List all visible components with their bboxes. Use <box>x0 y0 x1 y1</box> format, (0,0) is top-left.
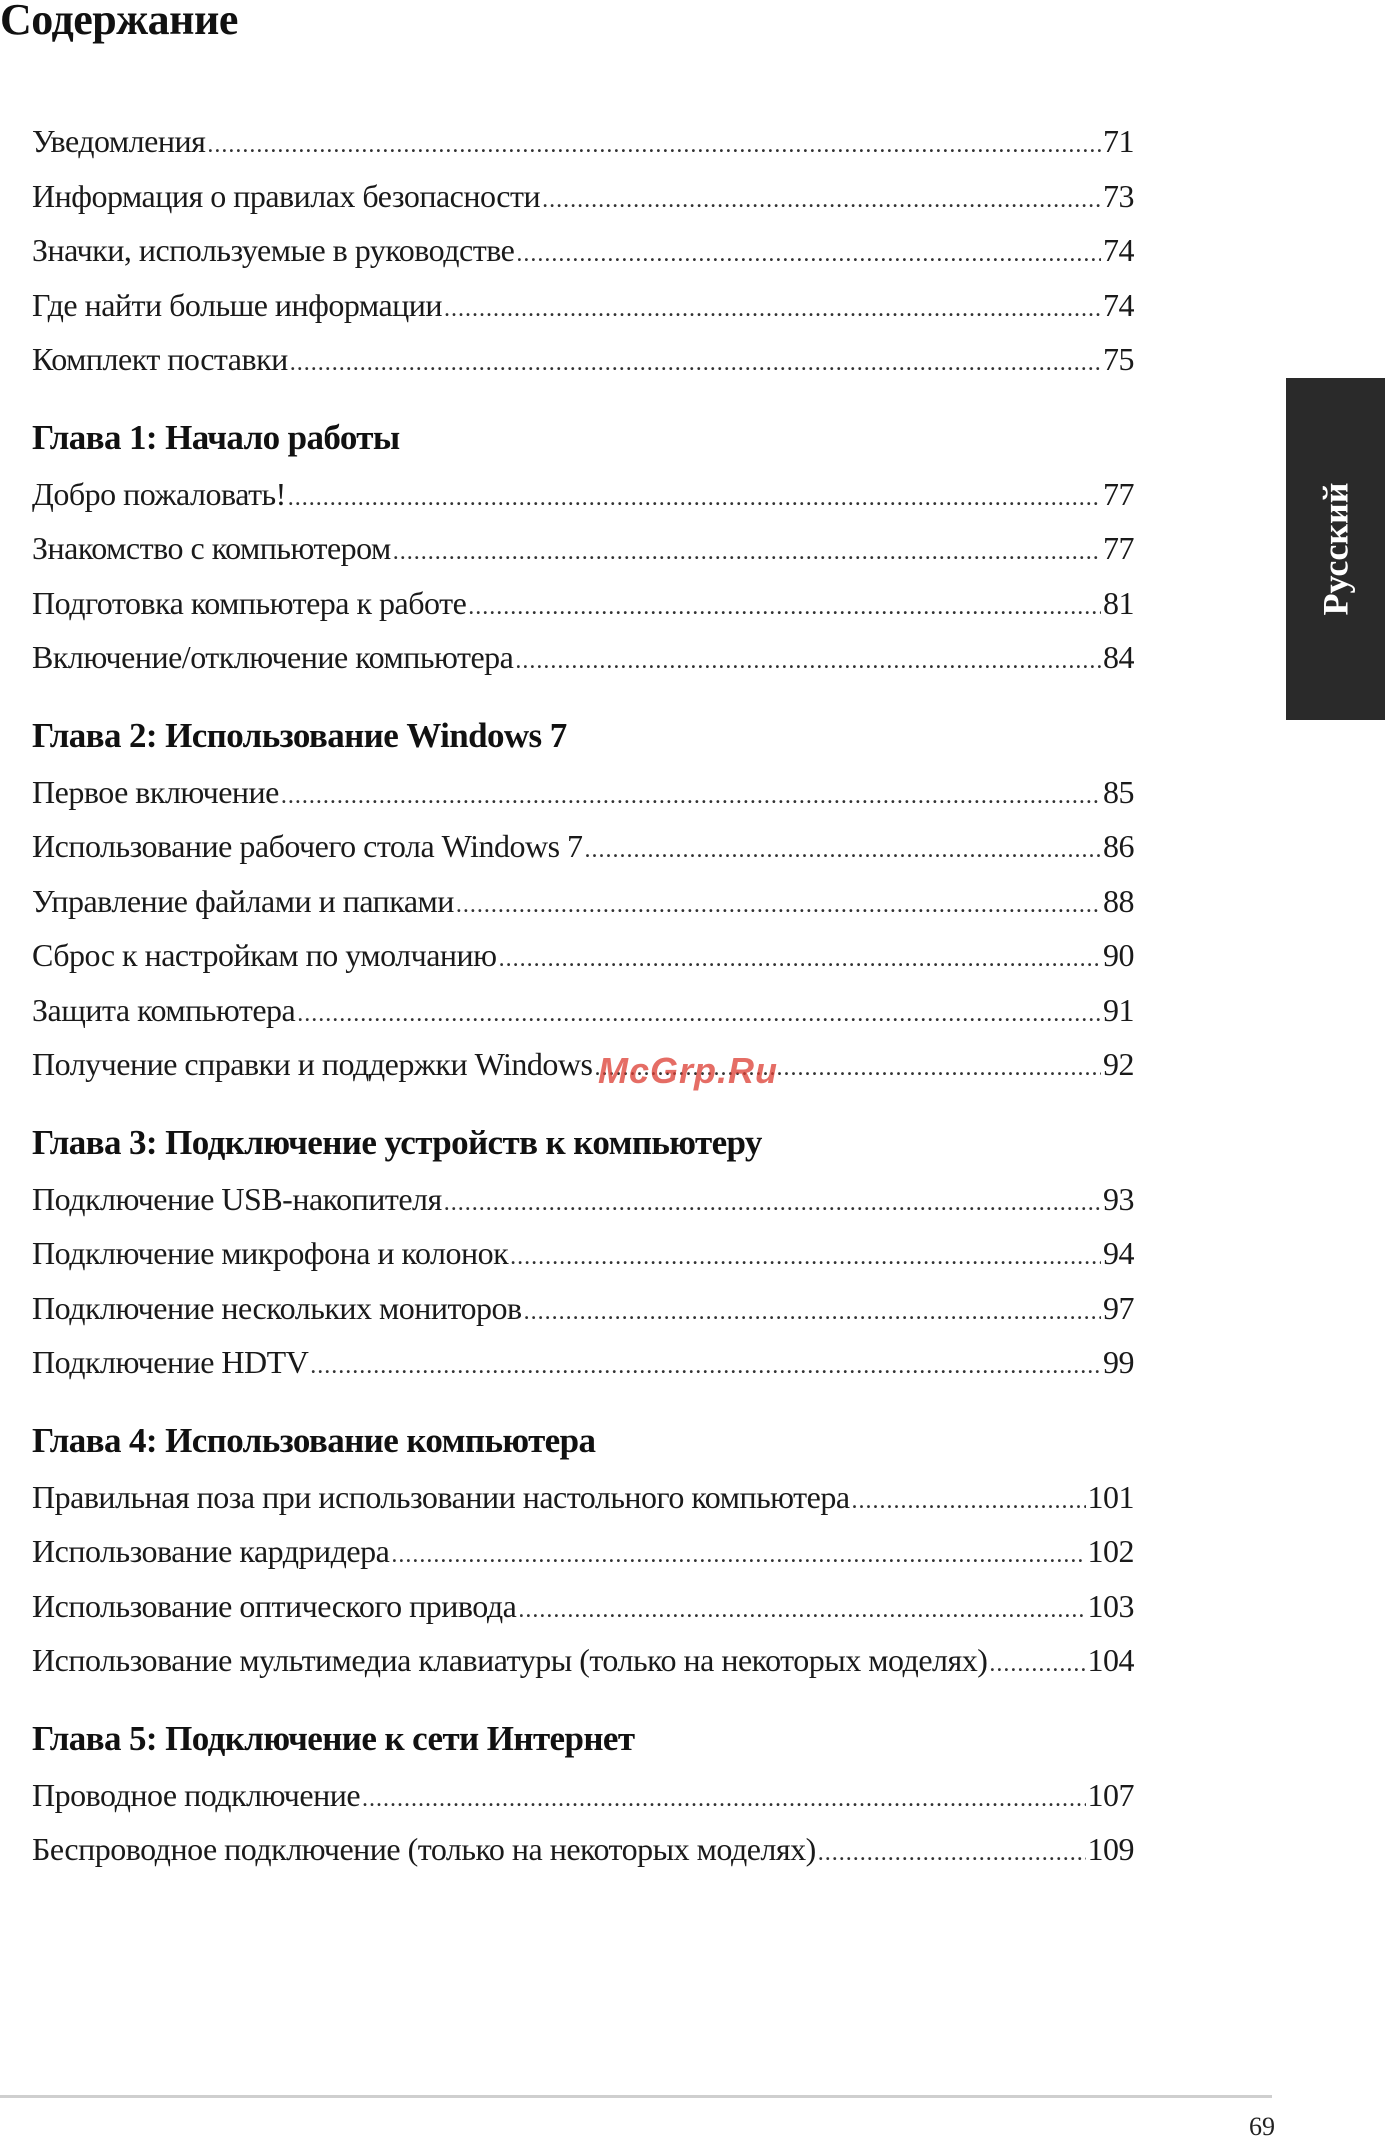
chapter-heading[interactable]: Глава 1: Начало работы <box>32 417 400 457</box>
footer-divider <box>0 2095 1272 2098</box>
chapter-heading[interactable]: Глава 2: Использование Windows 7 <box>32 715 567 755</box>
page-title: Содержание <box>0 0 238 44</box>
toc-entry[interactable] <box>32 1822 1134 1877</box>
dot-leader <box>818 1822 1086 1881</box>
toc-entry[interactable] <box>32 1633 1134 1688</box>
toc-entry-page: 74 <box>1103 232 1134 268</box>
language-tab-label: Русский <box>1315 482 1356 616</box>
toc-entry[interactable] <box>32 1037 1134 1092</box>
toc-entry-page: 73 <box>1103 177 1134 214</box>
toc-section-chapter-1 <box>32 409 1134 685</box>
toc-entry-page: 84 <box>1103 639 1134 675</box>
dot-leader <box>852 1470 1086 1529</box>
toc-entry-page: 71 <box>1103 123 1134 159</box>
toc-entry-title: Уведомления <box>32 123 206 159</box>
dot-leader <box>516 223 1101 282</box>
toc-entry-title: Значки, используемые в руководстве <box>32 232 515 268</box>
toc-entry-page: 90 <box>1103 937 1134 973</box>
toc-entry-page: 93 <box>1103 1180 1134 1217</box>
dot-leader <box>393 521 1101 580</box>
toc-entry-title: Добро пожаловать! <box>32 475 286 512</box>
toc-entry[interactable] <box>32 114 1134 169</box>
dot-leader <box>444 1172 1101 1231</box>
toc-entry-page: 94 <box>1103 1235 1134 1271</box>
watermark: McGrp.Ru <box>598 1050 779 1091</box>
dot-leader <box>456 874 1101 933</box>
toc-section-chapter-3 <box>32 1114 1134 1390</box>
toc-entry[interactable] <box>32 1281 1134 1336</box>
toc-entry-page: 102 <box>1087 1533 1134 1569</box>
toc-entry[interactable] <box>32 874 1134 929</box>
toc-entry[interactable] <box>32 576 1134 631</box>
toc-entry[interactable] <box>32 169 1134 224</box>
toc-entry[interactable] <box>32 819 1134 874</box>
toc-entry-title: Защита компьютера <box>32 991 296 1028</box>
toc-entry-title: Правильная поза при использовании настольного компьютера <box>32 1478 850 1515</box>
toc-entry[interactable] <box>32 1172 1134 1227</box>
toc-entry-title: Подготовка компьютера к работе <box>32 584 467 621</box>
toc-entry-page: 99 <box>1103 1344 1134 1380</box>
toc-entry[interactable] <box>32 1524 1134 1579</box>
toc-entry[interactable] <box>32 765 1134 820</box>
toc-entry[interactable] <box>32 928 1134 983</box>
toc-entry[interactable] <box>32 1768 1134 1823</box>
toc-entry-title: Информация о правилах безопасности <box>32 177 541 214</box>
toc-section-intro <box>32 114 1134 387</box>
toc-entry-title: Подключение микрофона и колонок <box>32 1235 509 1271</box>
chapter-heading[interactable]: Глава 4: Использование компьютера <box>32 1420 596 1460</box>
toc-entry-title: Получение справки и поддержки Windows <box>32 1046 593 1082</box>
toc-section-chapter-5 <box>32 1710 1134 1877</box>
toc-entry-title: Подключение нескольких мониторов <box>32 1289 522 1326</box>
toc-entry-title: Подключение USB-накопителя <box>32 1180 442 1217</box>
dot-leader <box>515 630 1101 689</box>
page-number: 69 <box>1249 2112 1275 2141</box>
toc-entry-title: Включение/отключение компьютера <box>32 639 514 675</box>
toc-entry[interactable] <box>32 223 1134 278</box>
toc-entry[interactable] <box>32 983 1134 1038</box>
toc-entry-title: Подключение HDTV <box>32 1344 309 1380</box>
toc-entry-title: Использование рабочего стола Windows 7 <box>32 828 583 864</box>
toc-entry[interactable] <box>32 521 1134 576</box>
toc-entry-title: Комплект поставки <box>32 341 288 377</box>
dot-leader <box>391 1524 1085 1583</box>
dot-leader <box>281 765 1101 824</box>
chapter-heading[interactable]: Глава 3: Подключение устройств к компьютеру <box>32 1122 762 1162</box>
toc-entry-page: 81 <box>1103 584 1134 621</box>
toc-entry-page: 88 <box>1103 882 1134 919</box>
dot-leader <box>362 1768 1085 1827</box>
toc-entry-page: 77 <box>1103 475 1134 512</box>
table-of-contents <box>32 114 1134 1877</box>
dot-leader <box>585 819 1101 878</box>
dot-leader <box>510 1226 1101 1285</box>
toc-entry-title: Использование кардридера <box>32 1533 390 1569</box>
dot-leader <box>207 114 1101 173</box>
dot-leader <box>310 1335 1101 1394</box>
toc-entry-page: 74 <box>1103 286 1134 323</box>
toc-entry[interactable] <box>32 630 1134 685</box>
toc-section-chapter-2 <box>32 707 1134 1092</box>
toc-entry-page: 101 <box>1087 1478 1134 1515</box>
toc-entry-title: Управление файлами и папками <box>32 882 454 919</box>
toc-entry[interactable] <box>32 1470 1134 1525</box>
dot-leader <box>290 332 1101 391</box>
toc-entry-title: Первое включение <box>32 773 279 810</box>
toc-entry[interactable] <box>32 332 1134 387</box>
toc-entry-page: 103 <box>1087 1587 1134 1624</box>
chapter-heading[interactable]: Глава 5: Подключение к сети Интернет <box>32 1718 635 1758</box>
toc-entry-page: 75 <box>1103 341 1134 377</box>
toc-entry-page: 104 <box>1087 1642 1134 1678</box>
language-side-tab <box>1286 378 1385 720</box>
toc-entry-title: Знакомство с компьютером <box>32 530 391 566</box>
toc-entry-page: 85 <box>1103 773 1134 810</box>
toc-section-chapter-4 <box>32 1412 1134 1688</box>
toc-entry[interactable] <box>32 1226 1134 1281</box>
toc-entry-title: Сброс к настройкам по умолчанию <box>32 937 497 973</box>
toc-entry-page: 77 <box>1103 530 1134 566</box>
toc-entry-page: 97 <box>1103 1289 1134 1326</box>
toc-entry[interactable] <box>32 1579 1134 1634</box>
toc-entry-title: Беспроводное подключение (только на некоторых моделях) <box>32 1831 816 1867</box>
dot-leader <box>524 1281 1101 1340</box>
toc-entry-title: Проводное подключение <box>32 1776 361 1813</box>
dot-leader <box>468 576 1101 635</box>
toc-entry[interactable] <box>32 278 1134 333</box>
toc-entry-page: 92 <box>1103 1046 1134 1082</box>
toc-entry-page: 107 <box>1087 1776 1134 1813</box>
dot-leader <box>989 1633 1085 1692</box>
toc-entry[interactable] <box>32 467 1134 522</box>
dot-leader <box>542 169 1101 228</box>
toc-entry-page: 109 <box>1087 1831 1134 1867</box>
toc-entry-title: Использование мультимедиа клавиатуры (только на некоторых моделях) <box>32 1642 988 1678</box>
toc-entry-title: Использование оптического привода <box>32 1587 517 1624</box>
toc-entry[interactable] <box>32 1335 1134 1390</box>
toc-entry-page: 86 <box>1103 828 1134 864</box>
dot-leader <box>444 278 1101 337</box>
dot-leader <box>288 467 1101 526</box>
dot-leader <box>499 928 1101 987</box>
toc-entry-title: Где найти больше информации <box>32 286 443 323</box>
toc-entry-page: 91 <box>1103 991 1134 1028</box>
dot-leader <box>297 983 1101 1042</box>
dot-leader <box>518 1579 1085 1638</box>
